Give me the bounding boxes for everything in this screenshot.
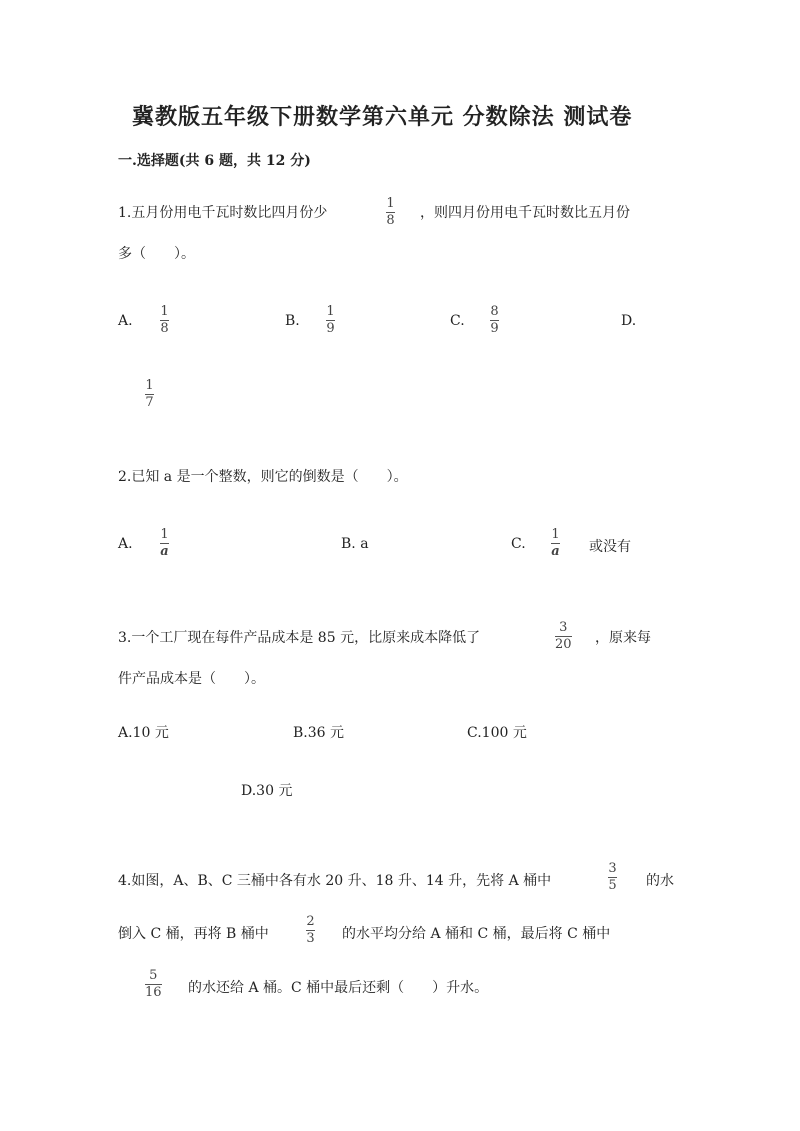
q1-fraction: 1 8: [386, 196, 395, 228]
q1-text: 1.五月份用电千瓦时数比四月份少: [118, 205, 328, 221]
q1-text-line2: 多（ ）。: [118, 246, 195, 262]
q1-option-b-label[interactable]: B.: [285, 313, 300, 329]
q1-option-c-fraction[interactable]: 8 9: [490, 304, 499, 336]
section-heading: 一.选择题(共 6 题，共 12 分): [118, 153, 311, 169]
q4-text-line2-end: 的水平均分给 A 桶和 C 桶，最后将 C 桶中: [342, 926, 611, 942]
q3-option-d[interactable]: D.30 元: [241, 783, 293, 799]
q3-fraction: 3 20: [555, 620, 572, 652]
q2-option-c-suffix: 或没有: [589, 539, 631, 555]
q4-text-line1: 4.如图，A、B、C 三桶中各有水 20 升、18 升、14 升，先将 A 桶中: [118, 873, 552, 889]
q1-text-cont: ，则四月份用电千瓦时数比五月份: [420, 205, 630, 221]
q2-option-a-label[interactable]: A.: [118, 536, 133, 552]
q2-text: 2.已知 a 是一个整数，则它的倒数是（ ）。: [118, 469, 408, 485]
q2-option-a-fraction[interactable]: 1 a: [160, 527, 169, 559]
q4-fraction-2: 2 3: [306, 914, 315, 946]
q2-option-c-fraction[interactable]: 1 a: [551, 527, 560, 559]
q1-option-c-label[interactable]: C.: [450, 313, 465, 329]
q2-option-b[interactable]: B. a: [341, 536, 369, 552]
q4-text-line3: 的水还给 A 桶。C 桶中最后还剩（ ）升水。: [188, 980, 489, 996]
q3-text-cont: ，原来每: [595, 630, 651, 646]
q2-option-c-label[interactable]: C.: [511, 536, 526, 552]
q1-option-b-fraction[interactable]: 1 9: [326, 304, 335, 336]
q4-fraction-3: 5 16: [145, 968, 162, 1000]
q1-option-d-fraction[interactable]: 1 7: [145, 378, 154, 410]
q3-option-a[interactable]: A.10 元: [118, 725, 169, 741]
q4-fraction-1: 3 5: [608, 861, 617, 893]
q3-option-c[interactable]: C.100 元: [467, 725, 527, 741]
q1-option-d-label[interactable]: D.: [621, 313, 637, 329]
page-title: 冀教版五年级下册数学第六单元 分数除法 测试卷: [132, 104, 633, 130]
q1-option-a-fraction[interactable]: 1 8: [160, 304, 169, 336]
q3-text-line2: 件产品成本是（ ）。: [118, 671, 265, 687]
q3-option-b[interactable]: B.36 元: [293, 725, 345, 741]
q4-text-line1-end: 的水: [646, 873, 674, 889]
q4-text-line2: 倒入 C 桶，再将 B 桶中: [118, 926, 269, 942]
q1-option-a-label[interactable]: A.: [118, 313, 133, 329]
q3-text: 3.一个工厂现在每件产品成本是 85 元，比原来成本降低了: [118, 630, 481, 646]
